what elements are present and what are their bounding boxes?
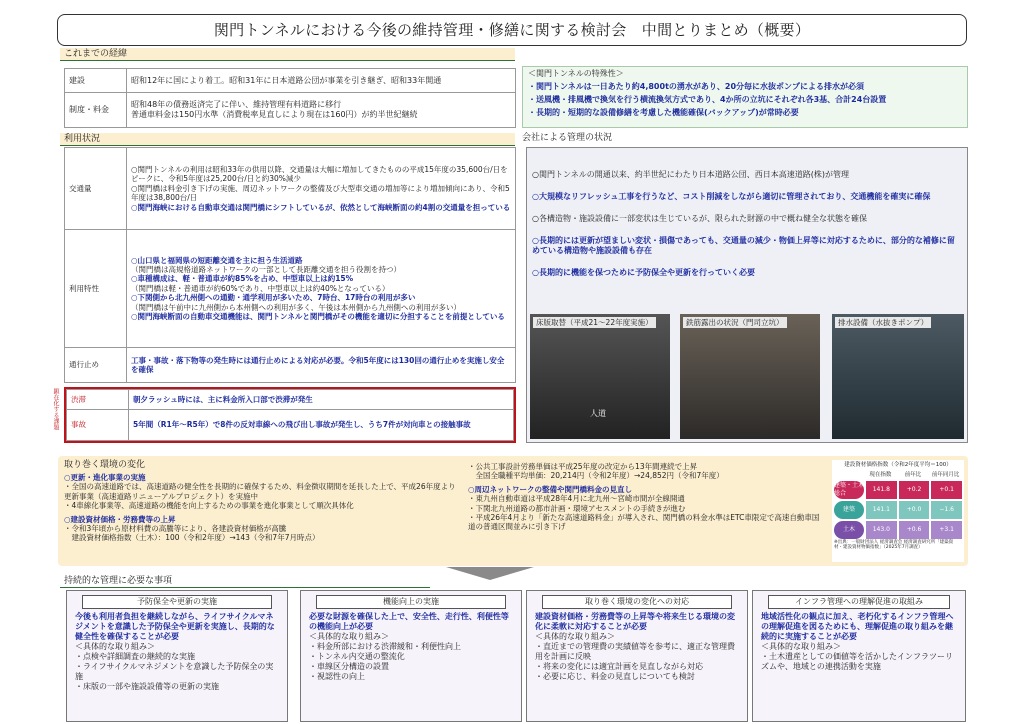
history-value: 昭和48年の債務返済完了に伴い、維持管理有料道路に移行 普通車料金は150円水準（消費税率見直しにより現在は160円）が約半世紀継続 [127,93,516,128]
usage-line: ○関門海峡断面の自動車交通機能は、関門トンネルと関門橋がその機能を適切に分担することを前提としている [131,311,505,321]
index-val: −1.6 [931,501,962,519]
need-text: ・床版の一部や施設設備等の更新の実施 [75,682,219,691]
usage-line: ○関門橋は料金引き下げの実施、周辺ネットワークの整備及び大型車交通の増加等により増加傾向にあり、令和5年度は38,800台/日 [131,183,510,203]
usage-line: ○関門トンネルの利用は昭和33年の供用以降、交通量は大幅に増加してきたものの平成15年度の35,600台/日をピークに、令和5年度は25,200台/日と約30%減少 [131,165,508,184]
index-val: +0.0 [899,501,930,519]
index-header [834,472,962,479]
issue-key: 渋滞 [67,390,129,410]
env-line: ・平成26年4月より「新たな高速道路料金」が導入され、関門橋の料金水準はETC車限定で高速自動車国道の普通区間並みに引き下げ [468,512,820,532]
company-item: ○長期的には更新が望ましい変状・損傷であっても、交通量の減少・物価上昇等に対応するために、部分的な補修に留めている構造物や施設設備も存在 [532,236,955,255]
env-line: ・令和3年頃から原材料費の高騰等により、各建設資材価格が高騰 [64,523,287,533]
feature-item: ・送風機・排風機で換気を行う横流換気方式であり、4か所の立坑にそれぞれ各3基、合計24台設置 [528,95,887,104]
issue-value: 朝夕ラッシュ時には、主に料金所入口部で渋滞が発生 [129,390,514,410]
index-row [834,501,962,519]
index-label: 土木 [834,521,864,539]
index-table [832,460,964,562]
need-text: ＜具体的な取り組み＞ [75,642,155,651]
index-title: 建設資材価格指数（令和2年度平均＝100） [844,462,952,468]
usage-line: （関門橋は軽・普通車が約60%であり、中型車以上は約40%となっている） [131,283,390,293]
need-text: ＜具体的な取り組み＞ [761,642,841,651]
env-line: ○建設資材価格・労務費等の上昇 [64,514,176,524]
usage-key: 交通量 [65,148,127,230]
usage-line: ○下関側から北九州側への通勤・通学利用が多いため、7時台、17時台の利用が多い [131,293,416,303]
need-card-head: 機能向上の実施 [316,595,505,609]
photo-rebar [680,314,820,439]
photo-label: 人道 [590,409,606,418]
company-item: ○各構造物・施設設備に一部変状は生じているが、限られた財源の中で概ね健全な状態を確保 [532,214,867,223]
usage-key: 利用特性 [65,230,127,348]
env-line: ・下関北九州道路の都市計画・環境アセスメントの手続きが進む [468,503,686,513]
index-val: +0.1 [931,481,962,499]
company-item: ○大規模なリフレッシュ工事を行うなど、コスト削減をしながら適切に管理されており、交通機能を確実に確保 [532,192,931,201]
company-item: ○長期的に機能を保つために予防保全や更新を行っていく必要 [532,268,755,277]
env-left [64,473,460,543]
photo-caption: 床版取替（平成21～22年度実施） [533,317,656,328]
usage-line: ○関門海峡における自動車交通は関門橋にシフトしているが、依然として海峡断面の約4割の交通量を担っている [131,202,511,212]
env-line: ・公共工事設計労務単価は平成25年度の改定から13年間連続で上昇 [468,462,698,471]
history-section-header: これまでの経緯 [60,48,515,61]
index-col: 現在指数 [869,471,892,478]
index-val: 141.1 [866,501,897,519]
usage-line: （関門橋は午前中に九州側から本州側への利用が多く、午後は本州側から九州側への利用が多い） [131,302,461,312]
company-item: ○関門トンネルの開通以来、約半世紀にわたり日本道路公団、西日本高速道路(株)が管理 [532,170,849,179]
index-col: 前年比 [904,471,922,478]
usage-line: ○山口県と福岡県の短距離交通を主に担う生活道路 [131,255,303,265]
env-line: 全国全職種平均単価：20,214円（令和2年度）→24,852円（令和7年度） [468,471,724,481]
side-tag: 顕在化する課題 [52,388,59,430]
need-text: 建設資材価格・労務費等の上昇等や将来生じる環境の変化に柔軟に対応することが必要 [535,612,735,631]
features-title: ＜関門トンネルの特殊性＞ [528,69,624,78]
need-text: 今後も利用者負担を継続しながら、ライフサイクルマネジメントを意識した予防保全や更新を実施し、長期的な健全性を確保することが必要 [75,612,275,641]
need-text: ＜具体的な取り組み＞ [535,632,615,641]
needs-section-header: 持続的な管理に必要な事項 [60,575,430,588]
issues-table [64,387,516,443]
need-text: ・車線区分構造の設置 [309,662,389,671]
env-section-header: 取り巻く環境の変化 [64,460,146,470]
usage-table [64,147,516,383]
stop-cell: 工事・事故・落下物等の発生時には通行止めによる対応が必要。令和5年度には130回の通行止めを実施し安全を確保 [127,348,516,383]
need-text: 地域活性化の観点に加え、老朽化するインフラ管理への理解促進を図るためにも、理解促進の取り組みを継続的に実施することが必要 [761,612,954,641]
need-text: ・土木遺産としての価値等を活かしたインフラツーリズムや、地域との連携活動を実施 [761,652,953,671]
photo-pump [832,314,964,439]
history-table [64,68,516,128]
usage-line: （関門橋は高規格道路ネットワークの一部として長距離交通を担う役割を持つ） [131,265,401,275]
env-line: ・全国の高速道路では、高速道路の健全性を長期的に確保するため、料金徴収期間を延長した上で、平成26年度より更新事業（高速道路リニューアルプロジェクト）を実施中 [64,482,456,501]
index-row [834,521,962,539]
need-text: ＜具体的な取り組み＞ [309,632,389,641]
need-text: ・必要に応じ、料金の見直しについても検討 [535,672,695,681]
env-line: ○周辺ネットワークの整備や関門橋料金の見直し [468,484,633,494]
index-col: 前年同月比 [931,471,960,478]
history-key: 建設 [65,69,127,93]
traffic-cell [127,148,516,230]
need-card [752,590,966,722]
need-text: ・ライフサイクルマネジメントを意識した予防保全の実施 [75,662,274,681]
env-mid [468,462,820,532]
need-text: ・視認性の向上 [309,672,365,681]
index-val: +3.1 [931,521,962,539]
usage-key: 通行止め [65,348,127,383]
index-label: 建築 [834,501,864,519]
page-title: 関門トンネルにおける今後の維持管理・修繕に関する検討会 中間とりまとめ（概要） [57,14,967,46]
need-card [300,590,522,722]
company-section-header: 会社による管理の状況 [522,133,613,143]
index-val: +0.6 [899,521,930,539]
need-text: 必要な財源を確保した上で、安全性、走行性、利便性等の機能向上が必要 [309,612,509,631]
env-line: ・4車線化事業等、高速道路の機能を向上するための事業を進化事業として順次具体化 [64,501,354,511]
feature-item: ・長期的・短期的な設備修繕を考慮した機能確保(バックアップ)が常時必要 [528,108,799,117]
photo-caption: 排水設備（水抜きポンプ） [835,317,931,328]
usage-section-header: 利用状況 [60,133,515,146]
need-text: ・点検や詳細調査の継続的な実施 [75,652,195,661]
need-card [66,590,288,722]
index-label: 建築・土木総合 [834,482,865,497]
photo-slab [530,314,670,439]
need-text: ・料金所部における渋滞緩和・利便性向上 [309,642,461,651]
env-line: ・東九州自動車道は平成28年4月に北九州～宮崎市間が全線開通 [468,494,685,504]
issue-value: 5年間（R1年～R5年）で8件の反対車線への飛び出し事故が発生し、うち7件が対向車との接触事故 [129,410,514,441]
feature-item: ・関門トンネルは一日あたり約4,800tの湧水があり、20分毎に水抜ポンプによる排水が必須 [528,82,865,91]
index-val: 141.8 [866,481,897,499]
need-text: ・トンネル内交通の整流化 [309,652,405,661]
need-text: ・将来の変化には適宜計画を見直しながら対応 [535,662,703,671]
index-note: ※出典：一般財団法人 経済調査会 経済調査研究所「建築資材・建設資材物価指数」（2025年7月調査） [834,539,954,550]
env-line: 建設資材価格指数（土木）：100（令和2年度）→143（令和7年7月時点） [64,533,320,543]
need-text: ・直近までの管理費の実績値等を参考に、適正な管理費用を計画に反映 [535,642,735,661]
char-cell [127,230,516,348]
usage-line: ○車種構成は、軽・普通車が約85%を占め、中型車以上は約15% [131,274,354,284]
need-card-head: 予防保全や更新の実施 [82,595,271,609]
index-row [834,481,962,499]
features-box [522,66,968,128]
history-value: 昭和12年に国により着工。昭和31年に日本道路公団が事業を引き継ぎ、昭和33年開通 [127,69,516,93]
need-card [526,590,748,722]
env-line: ○更新・進化事業の実施 [64,473,146,482]
down-arrow-icon [446,567,534,580]
issue-key: 事故 [67,410,129,441]
need-card-head: 取り巻く環境の変化への対応 [542,595,731,609]
index-val: 143.0 [866,521,897,539]
photo-caption: 鉄筋露出の状況（門司立坑） [683,317,787,328]
history-key: 制度・料金 [65,93,127,128]
index-val: +0.2 [899,481,930,499]
need-card-head: インフラ管理への理解促進の取組み [768,595,950,609]
